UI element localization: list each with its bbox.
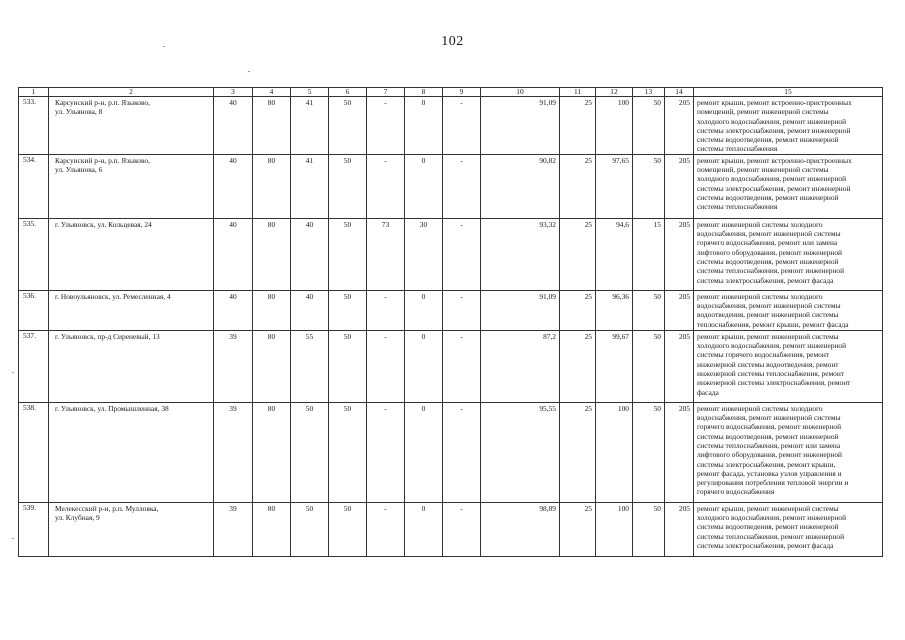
row-number: 535. xyxy=(19,218,49,290)
works-line: ремонт крыши, ремонт встроенно-пристроенных xyxy=(697,155,852,165)
address-cell xyxy=(49,290,214,330)
works-line: водоснабжения, ремонт инженерной системы xyxy=(697,413,841,423)
column-number-10: 10 xyxy=(481,88,560,97)
address-line: Мелекесский р-н, р.п. Мулловка, xyxy=(55,503,159,513)
value-c12: 99,67 xyxy=(596,330,633,402)
works-line: холодного водоснабжения, ремонт инженерной xyxy=(697,116,847,126)
value-c3: 40 xyxy=(214,290,253,330)
scan-speck xyxy=(163,46,165,47)
works-line: горячего водоснабжения, ремонт или замена xyxy=(697,238,838,248)
works-cell xyxy=(694,290,883,330)
value-c8: 0 xyxy=(405,402,443,502)
value-c13: 15 xyxy=(633,218,665,290)
value-c9: - xyxy=(443,502,481,556)
value-c5: 40 xyxy=(291,218,329,290)
works-line: системы горячего водоснабжения, ремонт xyxy=(697,350,830,360)
address-cell xyxy=(49,402,214,502)
address-cell xyxy=(49,330,214,402)
address-cell xyxy=(49,218,214,290)
value-c14: 205 xyxy=(665,290,694,330)
value-c3: 40 xyxy=(214,154,253,218)
address-cell xyxy=(49,97,214,155)
value-c11: 25 xyxy=(560,502,596,556)
works-line: ремонт инженерной системы холодного xyxy=(697,291,823,301)
address-line: Карсунский р-н, р.п. Языково, xyxy=(55,98,150,107)
works-line: холодного водоснабжения, ремонт инженерной xyxy=(697,513,847,523)
column-number-1: 1 xyxy=(19,88,49,97)
works-line: системы электроснабжения, ремонт крыши, xyxy=(697,459,836,469)
value-c3: 40 xyxy=(214,218,253,290)
value-c9: - xyxy=(443,330,481,402)
value-c8: 0 xyxy=(405,154,443,218)
value-c8: 0 xyxy=(405,97,443,155)
column-number-14: 14 xyxy=(665,88,694,97)
address-line: г. Ульяновск, ул. Промышленная, 38 xyxy=(55,403,169,413)
works-line: системы теплоснабжения, ремонт инженерной xyxy=(697,531,845,541)
works-line: системы электроснабжения, ремонт инженерной xyxy=(697,183,851,193)
value-c13: 50 xyxy=(633,290,665,330)
works-line: лифтового оборудования, ремонт инженерной xyxy=(697,247,843,257)
value-c3: 39 xyxy=(214,330,253,402)
table-row xyxy=(19,97,883,155)
works-line: теплоснабжения, ремонт крыши, ремонт фасада xyxy=(697,319,849,329)
value-c6: 50 xyxy=(329,218,367,290)
works-line: системы теплоснабжения, ремонт инженерной xyxy=(697,266,845,276)
value-c3: 39 xyxy=(214,402,253,502)
column-number-5: 5 xyxy=(291,88,329,97)
value-c6: 50 xyxy=(329,290,367,330)
table-row xyxy=(19,154,883,218)
value-c8: 30 xyxy=(405,218,443,290)
value-c12: 100 xyxy=(596,402,633,502)
column-number-13: 13 xyxy=(633,88,665,97)
works-line: системы водоотведения, ремонт инженерной xyxy=(697,522,839,532)
works-line: системы теплоснабжения, ремонт или замена xyxy=(697,440,841,450)
column-number-12: 12 xyxy=(596,88,633,97)
value-c6: 50 xyxy=(329,97,367,155)
value-c6: 50 xyxy=(329,154,367,218)
value-c10: 91,09 xyxy=(481,290,560,330)
value-c7: 73 xyxy=(367,218,405,290)
scan-speck xyxy=(248,71,250,72)
value-c13: 50 xyxy=(633,402,665,502)
value-c9: - xyxy=(443,97,481,155)
works-line: горячего водоснабжения xyxy=(697,487,775,497)
value-c5: 41 xyxy=(291,97,329,155)
value-c4: 80 xyxy=(253,97,291,155)
column-number-6: 6 xyxy=(329,88,367,97)
value-c11: 25 xyxy=(560,154,596,218)
works-line: водоснабжения, ремонт инженерной системы xyxy=(697,229,841,239)
table-row xyxy=(19,330,883,402)
address-line: ул. Ульянова, 8 xyxy=(55,107,103,117)
address-line: ул. Клубная, 9 xyxy=(55,513,100,523)
value-c6: 50 xyxy=(329,502,367,556)
value-c12: 96,36 xyxy=(596,290,633,330)
value-c4: 80 xyxy=(253,290,291,330)
works-line: инженерной системы водоотведения, ремонт xyxy=(697,359,839,369)
works-line: фасада xyxy=(697,387,719,397)
works-line: ремонт крыши, ремонт инженерной системы xyxy=(697,331,839,341)
row-number: 537. xyxy=(19,330,49,402)
value-c11: 25 xyxy=(560,290,596,330)
value-c14: 205 xyxy=(665,330,694,402)
works-line: ремонт инженерной системы холодного xyxy=(697,219,823,229)
value-c10: 87,2 xyxy=(481,330,560,402)
value-c7: - xyxy=(367,502,405,556)
column-number-3: 3 xyxy=(214,88,253,97)
value-c7: - xyxy=(367,97,405,155)
value-c5: 40 xyxy=(291,290,329,330)
works-line: системы теплоснабжения xyxy=(697,144,778,154)
value-c6: 50 xyxy=(329,330,367,402)
address-line: г. Новоульяновск, ул. Ремесленная, 4 xyxy=(55,291,171,301)
value-c4: 80 xyxy=(253,154,291,218)
works-line: инженерной системы электроснабжения, ремонт xyxy=(697,378,851,388)
value-c14: 205 xyxy=(665,154,694,218)
value-c6: 50 xyxy=(329,402,367,502)
value-c9: - xyxy=(443,218,481,290)
value-c9: - xyxy=(443,402,481,502)
row-number: 533. xyxy=(19,97,49,155)
value-c14: 205 xyxy=(665,402,694,502)
works-line: помещений, ремонт инженерной системы xyxy=(697,165,829,175)
works-line: системы водоотведения, ремонт инженерной xyxy=(697,135,839,145)
value-c10: 95,55 xyxy=(481,402,560,502)
value-c12: 97,65 xyxy=(596,154,633,218)
works-line: системы электроснабжения, ремонт фасада xyxy=(697,540,834,550)
value-c11: 25 xyxy=(560,330,596,402)
value-c10: 90,82 xyxy=(481,154,560,218)
value-c9: - xyxy=(443,154,481,218)
row-number: 536. xyxy=(19,290,49,330)
row-number: 538. xyxy=(19,402,49,502)
value-c4: 80 xyxy=(253,330,291,402)
value-c13: 50 xyxy=(633,97,665,155)
value-c5: 50 xyxy=(291,502,329,556)
scan-speck xyxy=(12,538,14,539)
value-c5: 41 xyxy=(291,154,329,218)
value-c3: 39 xyxy=(214,502,253,556)
value-c13: 50 xyxy=(633,502,665,556)
value-c4: 80 xyxy=(253,402,291,502)
value-c8: 0 xyxy=(405,330,443,402)
value-c7: - xyxy=(367,402,405,502)
address-cell xyxy=(49,154,214,218)
value-c7: - xyxy=(367,154,405,218)
works-line: системы электроснабжения, ремонт инженерной xyxy=(697,125,851,135)
value-c5: 55 xyxy=(291,330,329,402)
works-line: водоотведения, ремонт инженерной системы xyxy=(697,310,839,320)
works-line: помещений, ремонт инженерной системы xyxy=(697,107,829,117)
column-number-2: 2 xyxy=(49,88,214,97)
repair-program-table xyxy=(18,87,883,557)
works-line: холодного водоснабжения, ремонт инженерной xyxy=(697,174,847,184)
works-cell xyxy=(694,154,883,218)
value-c9: - xyxy=(443,290,481,330)
works-cell xyxy=(694,97,883,155)
value-c13: 50 xyxy=(633,154,665,218)
value-c11: 25 xyxy=(560,97,596,155)
column-number-11: 11 xyxy=(560,88,596,97)
column-number-8: 8 xyxy=(405,88,443,97)
address-line: г. Ульяновск, пр-д Сиреневый, 13 xyxy=(55,331,160,341)
value-c14: 205 xyxy=(665,218,694,290)
value-c11: 25 xyxy=(560,402,596,502)
value-c12: 100 xyxy=(596,502,633,556)
table-row xyxy=(19,402,883,502)
value-c10: 93,32 xyxy=(481,218,560,290)
row-number: 534. xyxy=(19,154,49,218)
column-number-4: 4 xyxy=(253,88,291,97)
value-c3: 40 xyxy=(214,97,253,155)
value-c14: 205 xyxy=(665,97,694,155)
value-c12: 94,6 xyxy=(596,218,633,290)
works-line: системы водоотведения, ремонт инженерной xyxy=(697,192,839,202)
works-line: горячего водоснабжения, ремонт инженерной xyxy=(697,422,842,432)
value-c14: 205 xyxy=(665,502,694,556)
works-line: ремонт инженерной системы холодного xyxy=(697,403,823,413)
value-c8: 0 xyxy=(405,290,443,330)
works-cell xyxy=(694,218,883,290)
table-row xyxy=(19,502,883,556)
works-cell xyxy=(694,330,883,402)
value-c8: 0 xyxy=(405,502,443,556)
column-number-9: 9 xyxy=(443,88,481,97)
works-line: холодного водоснабжения, ремонт инженерной xyxy=(697,341,847,351)
value-c13: 50 xyxy=(633,330,665,402)
address-line: ул. Ульянова, 6 xyxy=(55,165,103,175)
table-row xyxy=(19,290,883,330)
value-c7: - xyxy=(367,290,405,330)
works-line: ремонт крыши, ремонт инженерной системы xyxy=(697,503,839,513)
value-c7: - xyxy=(367,330,405,402)
value-c11: 25 xyxy=(560,218,596,290)
column-number-7: 7 xyxy=(367,88,405,97)
address-cell xyxy=(49,502,214,556)
value-c12: 100 xyxy=(596,97,633,155)
scan-speck xyxy=(12,372,14,373)
works-cell xyxy=(694,502,883,556)
works-line: системы теплоснабжения xyxy=(697,202,778,212)
works-line: ремонт фасада, установка узлов управления и xyxy=(697,468,842,478)
address-line: г. Ульяновск, ул. Кольцевая, 24 xyxy=(55,219,152,229)
works-line: системы электроснабжения, ремонт фасада xyxy=(697,275,834,285)
column-number-header-row xyxy=(19,88,883,97)
value-c4: 80 xyxy=(253,218,291,290)
works-line: водоснабжения, ремонт инженерной системы xyxy=(697,301,841,311)
works-line: регулирования потребления тепловой энергии и xyxy=(697,478,849,488)
value-c5: 50 xyxy=(291,402,329,502)
works-line: системы водоотведения, ремонт инженерной xyxy=(697,431,839,441)
works-line: лифтового оборудования, ремонт инженерной xyxy=(697,450,843,460)
address-line: Карсунский р-н, р.п. Языково, xyxy=(55,155,150,165)
works-line: ремонт крыши, ремонт встроенно-пристроенных xyxy=(697,98,852,107)
row-number: 539. xyxy=(19,502,49,556)
column-number-15: 15 xyxy=(694,88,883,97)
value-c10: 98,89 xyxy=(481,502,560,556)
value-c4: 80 xyxy=(253,502,291,556)
value-c10: 91,09 xyxy=(481,97,560,155)
page-number: 102 xyxy=(441,34,464,49)
works-line: инженерной системы теплоснабжения, ремонт xyxy=(697,368,845,378)
table-row xyxy=(19,218,883,290)
works-cell xyxy=(694,402,883,502)
works-line: системы водоотведения, ремонт инженерной xyxy=(697,256,839,266)
